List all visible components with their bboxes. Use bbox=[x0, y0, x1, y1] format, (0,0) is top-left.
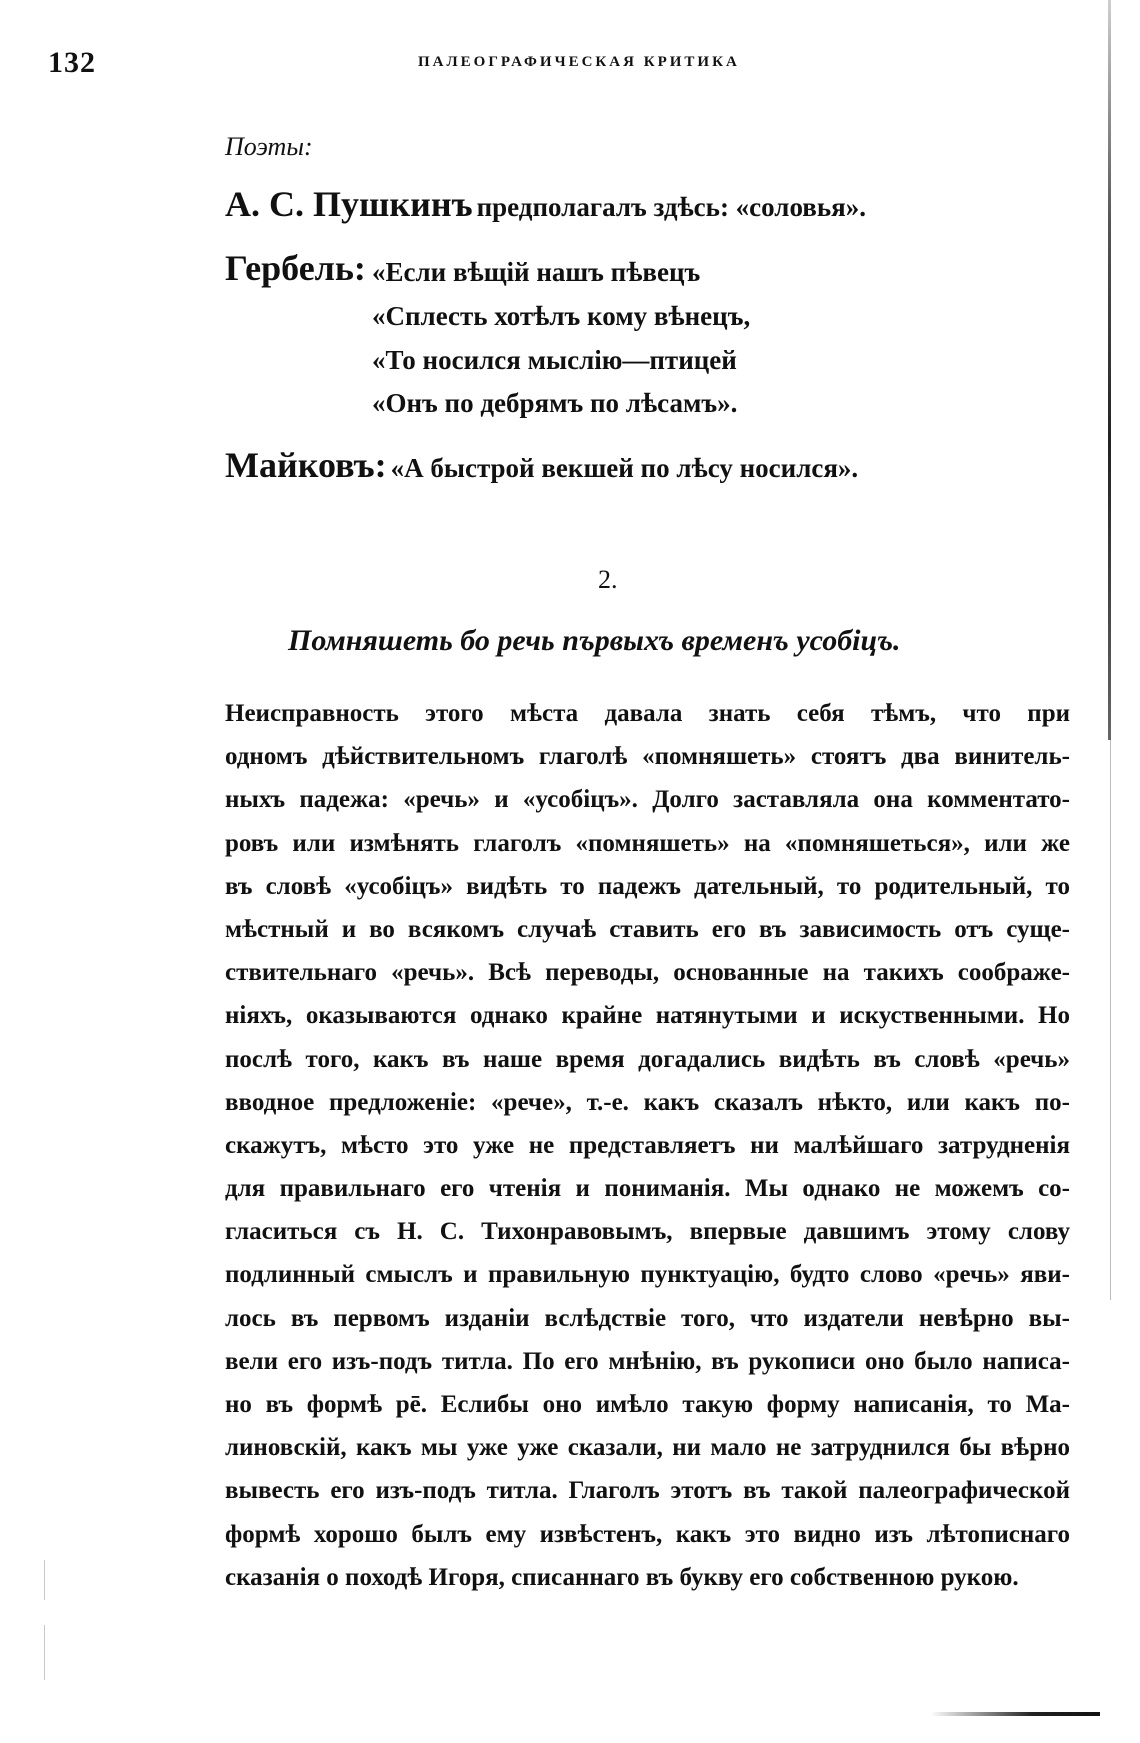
verse-line: «Сплесть хотѣлъ кому вѣнецъ, bbox=[372, 301, 751, 331]
body-line: ніяхъ, оказываются однако крайне натянутыми и искуственными. Но bbox=[225, 1002, 1070, 1030]
poet-entry-maikov bbox=[225, 444, 858, 486]
body-line: ныхъ падежа: «речь» и «усобіцъ». Долго заставляла она комментато- bbox=[225, 786, 1070, 814]
margin-mark bbox=[44, 1560, 45, 1600]
body-line: лось въ первомъ изданіи вслѣдствіе того, что издатели невѣрно вы- bbox=[225, 1304, 1070, 1332]
body-line: формѣ хорошо былъ ему извѣстенъ, какъ это видно изъ лѣтописнаго bbox=[225, 1520, 1070, 1548]
poet-quote: «А быстрой векшей по лѣсу носился». bbox=[390, 453, 859, 483]
body-line: сказанія о походѣ Игоря, списаннаго въ букву его собственною рукою. bbox=[225, 1563, 1019, 1591]
poet-name: Майковъ: bbox=[225, 445, 387, 485]
body-line: послѣ того, какъ въ наше время догадались видѣть въ словѣ «речь» bbox=[225, 1045, 1070, 1073]
body-line: но въ формѣ рē. Еслибы оно имѣло такую форму написанія, то Ма- bbox=[225, 1391, 1070, 1418]
body-line: ствительнаго «речь». Всѣ переводы, основанные на такихъ соображе- bbox=[225, 959, 1070, 987]
page-header bbox=[48, 46, 1068, 80]
poet-quote: предполагалъ здѣсь: «соловья». bbox=[476, 192, 866, 222]
poets-label: Поэты: bbox=[225, 132, 313, 161]
body-line: въ словѣ «усобіцъ» видѣть то падежъ дательный, то родительный, то bbox=[225, 872, 1070, 900]
bottom-edge-shadow bbox=[930, 1712, 1100, 1716]
section-heading: Помняшеть бо речь първыхъ временъ усобіцъ. bbox=[288, 624, 901, 657]
body-line: вывесть его изъ-подъ титла. Глаголъ этотъ въ такой палеографической bbox=[225, 1477, 1070, 1505]
page-number: 132 bbox=[48, 46, 96, 79]
margin-mark bbox=[44, 1625, 45, 1680]
body-line: вели его изъ-подъ титла. По его мнѣнію, въ рукописи оно было написа- bbox=[225, 1347, 1070, 1375]
body-line: одномъ дѣйствительномъ глаголѣ «помняшеть» стоятъ два винитель- bbox=[225, 743, 1070, 771]
verse-line: «Онъ по дебрямъ по лѣсамъ». bbox=[372, 388, 738, 418]
poet-entry-gerbel bbox=[225, 247, 366, 289]
body-line: для правильнаго его чтенія и пониманія. Мы однако не можемъ со- bbox=[225, 1175, 1070, 1203]
body-line: Неисправность этого мѣста давала знать себя тѣмъ, что при bbox=[225, 700, 1070, 727]
page-edge-line bbox=[1110, 740, 1111, 1300]
running-title: ПАЛЕОГРАФИЧЕСКАЯ КРИТИКА bbox=[418, 54, 740, 70]
body-paragraph bbox=[225, 692, 1070, 1599]
body-line: скажутъ, мѣсто это уже не представляетъ ни малѣйшаго затрудненія bbox=[225, 1131, 1070, 1159]
page-edge-shadow bbox=[1108, 0, 1111, 740]
body-line: подлинный смыслъ и правильную пунктуацію, будто слово «речь» яви- bbox=[225, 1261, 1070, 1289]
poet-name: А. С. Пушкинъ bbox=[225, 184, 473, 224]
verse-line: «То носился мыслію—птицей bbox=[372, 345, 737, 375]
body-line: мѣстный и во всякомъ случаѣ ставить его въ зависимость отъ суще- bbox=[225, 915, 1070, 943]
section-number: 2. bbox=[598, 565, 618, 594]
poet-entry-pushkin bbox=[225, 183, 866, 225]
body-line: линовскій, какъ мы уже уже сказали, ни мало не затруднился бы вѣрно bbox=[225, 1434, 1070, 1462]
poet-name: Гербель: bbox=[225, 248, 366, 288]
verse-line: «Если вѣщій нашъ пѣвецъ bbox=[372, 257, 701, 287]
body-line: вводное предложеніе: «рече», т.-е. какъ сказалъ нѣкто, или какъ по- bbox=[225, 1088, 1070, 1116]
body-line: ровъ или измѣнять глаголъ «помняшеть» на «помняшеться», или же bbox=[225, 829, 1070, 857]
body-line: гласиться съ Н. С. Тихонравовымъ, впервые давшимъ этому слову bbox=[225, 1218, 1070, 1246]
